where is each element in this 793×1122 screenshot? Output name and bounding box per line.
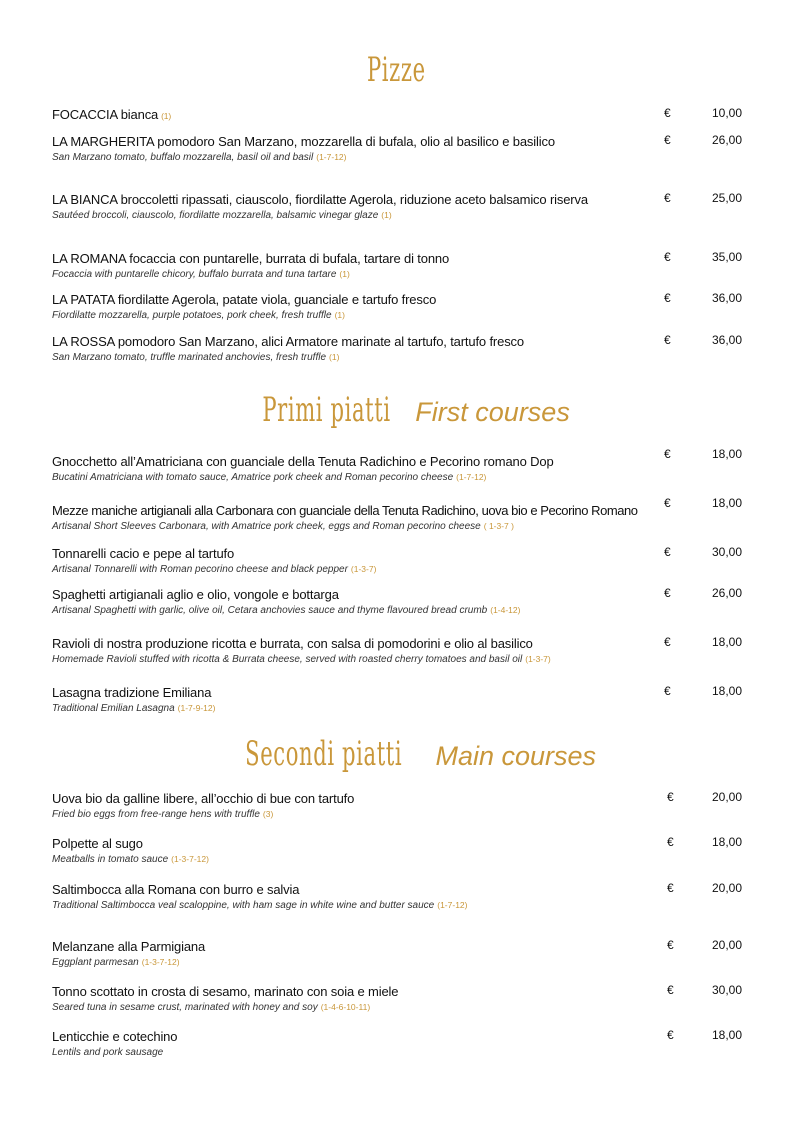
item-price: 36,00 bbox=[711, 333, 742, 347]
item-description: Meatballs in tomato sauce (1-3-7-12) bbox=[52, 854, 209, 865]
menu-item bbox=[52, 635, 752, 667]
item-price: 18,00 bbox=[711, 447, 742, 461]
item-price: 18,00 bbox=[711, 635, 742, 649]
item-allergens: (1) bbox=[339, 269, 350, 279]
menu-item bbox=[52, 106, 752, 125]
item-name: LA ROSSA pomodoro San Marzano, alici Armatore marinate al tartufo, tartufo fresco bbox=[52, 334, 524, 349]
item-allergens: ( 1-3-7 ) bbox=[483, 521, 514, 531]
item-price: 20,00 bbox=[711, 881, 742, 895]
menu-item bbox=[52, 447, 752, 485]
item-description: Sautéed broccoli, ciauscolo, fiordilatte mozzarella, balsamic vinegar glaze (1) bbox=[52, 210, 392, 221]
section-subtitle: First courses bbox=[415, 397, 570, 427]
currency-symbol: € bbox=[664, 333, 671, 347]
item-allergens: (1) bbox=[161, 111, 172, 121]
menu-item bbox=[52, 191, 752, 223]
currency-symbol: € bbox=[664, 586, 671, 600]
item-name: LA MARGHERITA pomodoro San Marzano, mozzarella di bufala, olio al basilico e basilico bbox=[52, 134, 555, 149]
item-allergens: (1) bbox=[329, 352, 340, 362]
item-price: 36,00 bbox=[711, 291, 742, 305]
item-allergens: (1-7-12) bbox=[316, 152, 347, 162]
currency-symbol: € bbox=[667, 938, 674, 952]
currency-symbol: € bbox=[667, 835, 674, 849]
item-allergens: (1-7-12) bbox=[456, 472, 487, 482]
item-description: Seared tuna in sesame crust, marinated with honey and soy (1-4-6-10-11) bbox=[52, 1002, 371, 1013]
item-name: Spaghetti artigianali aglio e olio, vongole e bottarga bbox=[52, 587, 339, 602]
item-name: LA PATATA fiordilatte Agerola, patate viola, guanciale e tartufo fresco bbox=[52, 292, 437, 307]
item-name: Uova bio da galline libere, all’occhio di bue con tartufo bbox=[52, 791, 355, 806]
currency-symbol: € bbox=[664, 635, 671, 649]
menu-item bbox=[52, 983, 752, 1015]
item-name: Polpette al sugo bbox=[52, 836, 143, 851]
item-name: Gnocchetto all’Amatriciana con guanciale della Tenuta Radichino e Pecorino romano Dop bbox=[52, 454, 554, 469]
section-title: Secondi piatti bbox=[245, 734, 403, 774]
section-subtitle: Main courses bbox=[435, 741, 597, 771]
menu-item bbox=[52, 938, 752, 970]
item-allergens: (1-3-7-12) bbox=[141, 957, 180, 967]
item-allergens: (1-3-7) bbox=[350, 564, 377, 574]
menu-item bbox=[52, 291, 752, 323]
item-allergens: (1-7-12) bbox=[437, 900, 468, 910]
menu-item bbox=[52, 835, 752, 867]
item-price: 26,00 bbox=[711, 586, 742, 600]
menu-item bbox=[52, 250, 752, 282]
currency-symbol: € bbox=[664, 496, 671, 510]
item-allergens: (3) bbox=[262, 809, 274, 819]
currency-symbol: € bbox=[667, 881, 674, 895]
item-description: Homemade Ravioli stuffed with ricotta & Burrata cheese, served with roasted cherry tomatoes and basil oil (1-3-7) bbox=[52, 654, 551, 665]
menu-item bbox=[52, 333, 752, 365]
item-name: FOCACCIA bianca (1) bbox=[52, 107, 172, 122]
item-description: Traditional Saltimbocca veal scaloppine, with ham sage in white wine and butter sauce (1-7-12) bbox=[52, 900, 468, 911]
item-price: 18,00 bbox=[711, 1028, 742, 1042]
currency-symbol: € bbox=[664, 133, 671, 147]
item-allergens: (1-3-7) bbox=[525, 654, 551, 664]
item-description: Fried bio eggs from free-range hens with truffle (3) bbox=[52, 809, 274, 820]
item-price: 18,00 bbox=[711, 835, 742, 849]
item-price: 10,00 bbox=[711, 106, 742, 120]
menu-item bbox=[52, 684, 752, 716]
item-allergens: (1-4-12) bbox=[490, 605, 521, 615]
item-name: Melanzane alla Parmigiana bbox=[52, 939, 206, 954]
menu-item bbox=[52, 545, 752, 577]
currency-symbol: € bbox=[667, 790, 674, 804]
item-description: Artisanal Spaghetti with garlic, olive oil, Cetara anchovies sauce and thyme flavoured bread crumb (1-4-12) bbox=[52, 605, 521, 616]
item-price: 35,00 bbox=[711, 250, 742, 264]
item-name: Saltimbocca alla Romana con burro e salvia bbox=[52, 882, 300, 897]
menu-item bbox=[52, 881, 752, 913]
item-description: Eggplant parmesan (1-3-7-12) bbox=[52, 957, 180, 968]
section-title: Primi piatti bbox=[262, 390, 391, 430]
item-description: Focaccia with puntarelle chicory, buffalo burrata and tuna tartare (1) bbox=[52, 269, 350, 280]
item-allergens: (1-7-9-12) bbox=[177, 703, 216, 713]
menu-item bbox=[52, 1028, 752, 1060]
item-allergens: (1) bbox=[381, 210, 392, 220]
item-price: 30,00 bbox=[711, 983, 742, 997]
currency-symbol: € bbox=[667, 983, 674, 997]
item-name: LA BIANCA broccoletti ripassati, ciauscolo, fiordilatte Agerola, riduzione aceto balsamico riserva bbox=[52, 192, 588, 207]
item-price: 26,00 bbox=[711, 133, 742, 147]
item-description: Bucatini Amatriciana with tomato sauce, Amatrice pork cheek and Roman pecorino cheese (1-7-12) bbox=[52, 472, 487, 483]
item-name: Mezze maniche artigianali alla Carbonara con guanciale della Tenuta Radichino, uova bio e Pecorino Romano bbox=[52, 503, 638, 518]
section-heading-secondi bbox=[0, 734, 793, 774]
item-description: San Marzano tomato, truffle marinated anchovies, fresh truffle (1) bbox=[52, 352, 340, 363]
item-price: 18,00 bbox=[711, 684, 742, 698]
section-title: Pizze bbox=[367, 50, 426, 90]
item-name: Lenticchie e cotechino bbox=[52, 1029, 178, 1044]
item-price: 18,00 bbox=[711, 496, 742, 510]
item-description: Artisanal Tonnarelli with Roman pecorino cheese and black pepper (1-3-7) bbox=[52, 564, 377, 575]
item-name: Tonno scottato in crosta di sesamo, marinato con soia e miele bbox=[52, 984, 399, 999]
menu-item bbox=[52, 133, 752, 165]
item-allergens: (1) bbox=[334, 310, 345, 320]
item-price: 25,00 bbox=[711, 191, 742, 205]
currency-symbol: € bbox=[664, 447, 671, 461]
item-name: Tonnarelli cacio e pepe al tartufo bbox=[52, 546, 235, 561]
item-price: 20,00 bbox=[711, 790, 742, 804]
menu-item bbox=[52, 586, 752, 618]
currency-symbol: € bbox=[667, 1028, 674, 1042]
currency-symbol: € bbox=[664, 545, 671, 559]
item-allergens: (1-3-7-12) bbox=[171, 854, 209, 864]
item-description: Artisanal Short Sleeves Carbonara, with Amatrice pork cheek, eggs and Roman pecorino cheese ( 1-3-7 ) bbox=[52, 521, 514, 532]
menu-item bbox=[52, 790, 752, 822]
currency-symbol: € bbox=[664, 291, 671, 305]
item-name: LA ROMANA focaccia con puntarelle, burrata di bufala, tartare di tonno bbox=[52, 251, 450, 266]
currency-symbol: € bbox=[664, 684, 671, 698]
menu-item bbox=[52, 496, 752, 534]
section-heading-primi bbox=[0, 390, 793, 430]
item-description: San Marzano tomato, buffalo mozzarella, basil oil and basil (1-7-12) bbox=[52, 152, 347, 163]
item-price: 30,00 bbox=[711, 545, 742, 559]
item-description: Fiordilatte mozzarella, purple potatoes, pork cheek, fresh truffle (1) bbox=[52, 310, 345, 321]
currency-symbol: € bbox=[664, 250, 671, 264]
currency-symbol: € bbox=[664, 106, 671, 120]
item-description: Lentils and pork sausage bbox=[52, 1047, 164, 1058]
item-price: 20,00 bbox=[711, 938, 742, 952]
item-allergens: (1-4-6-10-11) bbox=[320, 1002, 371, 1012]
item-description: Traditional Emilian Lasagna (1-7-9-12) bbox=[52, 703, 216, 714]
item-name: Ravioli di nostra produzione ricotta e burrata, con salsa di pomodorini e olio al basilico bbox=[52, 636, 533, 651]
item-name: Lasagna tradizione Emiliana bbox=[52, 685, 212, 700]
currency-symbol: € bbox=[664, 191, 671, 205]
section-heading-pizze bbox=[0, 50, 793, 90]
